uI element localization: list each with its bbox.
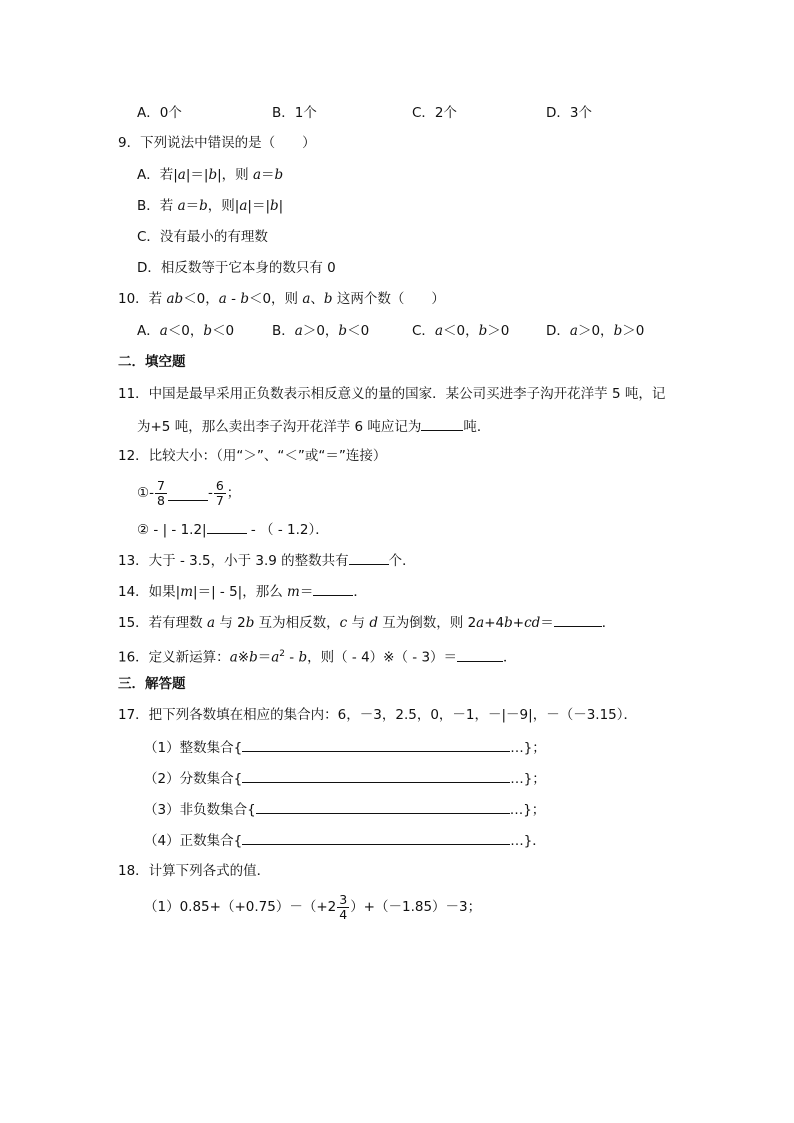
q9-option-c: C．没有最小的有理数 — [137, 229, 268, 245]
q17-set-nonnegative: （3）非负数集合{ …}； — [144, 799, 545, 819]
q17-set-positive: （4）正数集合{ …}． — [144, 830, 546, 850]
q14: 14．如果|m|＝| - 5|，那么 m＝ ． — [118, 581, 367, 601]
section-solve-title: 三．解答题 — [118, 676, 186, 692]
q15-answer-blank[interactable] — [554, 612, 602, 627]
q9-option-b: B．若 a＝b，则|a|＝|b| — [137, 198, 284, 214]
q17-set-fractions-blank[interactable] — [242, 768, 510, 783]
q17-set-integers: （1）整数集合{ …}； — [144, 737, 546, 757]
section-fill-blank-title: 二．填空题 — [118, 354, 186, 370]
q16: 16．定义新运算：$a※b=a^2 - b$，则（ - 4）※（ - 3）＝ ． — [118, 645, 517, 667]
q17-set-fractions: （2）分数集合{ …}； — [144, 768, 546, 788]
q14-answer-blank[interactable] — [313, 581, 353, 596]
q8-option-b: B．1个 — [272, 105, 317, 121]
q13-answer-blank[interactable] — [349, 550, 389, 565]
q16-answer-blank[interactable] — [457, 647, 503, 662]
q9-option-a: A．若|a|＝|b|，则 a＝b — [137, 167, 284, 183]
q17-set-integers-blank[interactable] — [242, 737, 510, 752]
q12-part2: ② - | - 1.2| - （ - 1.2）． — [137, 519, 329, 539]
fraction-6-7: $\frac{6}{7}$ — [215, 477, 224, 508]
q8-option-a: A．0个 — [137, 105, 182, 121]
q10-option-a: A．a＜0，b＜0 — [137, 323, 235, 339]
q18-part1: （1）0.85+（+0.75）－（+2 $\frac{3}{4}$ ）+（－1.85）－3； — [144, 891, 482, 922]
q10-option-c: C．a＜0，b＞0 — [412, 323, 510, 339]
q17-set-nonnegative-blank[interactable] — [256, 799, 510, 814]
fraction-7-8: $\frac{7}{8}$ — [156, 477, 165, 508]
q10-option-d: D．a＞0，b＞0 — [546, 323, 645, 339]
q11-line2: 为+5 吨，那么卖出李子沟开花洋芋 6 吨应记为 吨． — [137, 416, 490, 436]
q10-stem: 10．若 ab＜0，a - b＜0，则 a、b 这两个数（ ） — [118, 291, 445, 307]
q11-line1: 11．中国是最早采用正负数表示相反意义的量的国家．某公司买进李子沟开花洋芋 5 吨，记 — [118, 386, 666, 402]
q10-option-b: B．a＞0，b＜0 — [272, 323, 370, 339]
q11-answer-blank[interactable] — [421, 416, 463, 431]
fraction-3-4: $\frac{3}{4}$ — [339, 891, 348, 922]
q17-set-positive-blank[interactable] — [242, 830, 510, 845]
q8-option-c: C．2个 — [412, 105, 458, 121]
q12-part1: ①- $\frac{7}{8}$ - $\frac{6}{7}$ ； — [137, 477, 241, 508]
q12-part1-blank[interactable] — [168, 486, 208, 501]
q12-stem: 12．比较大小：（用“＞”、“＜”或“＝”连接） — [118, 448, 387, 464]
q9-option-d: D．相反数等于它本身的数只有 0 — [137, 260, 336, 276]
q15: 15．若有理数 a 与 2b 互为相反数，c 与 d 互为倒数，则 2a+4b+cd＝ ． — [118, 612, 615, 632]
q9-stem: 9．下列说法中错误的是（ ） — [118, 135, 316, 151]
q18-stem: 18．计算下列各式的值． — [118, 863, 271, 879]
q17-stem: 17．把下列各数填在相应的集合内：6，－3，2.5，0，－1，－|－9|，－（－3.15）． — [118, 707, 637, 723]
q13: 13．大于 - 3.5，小于 3.9 的整数共有 个． — [118, 550, 416, 570]
q8-option-d: D．3个 — [546, 105, 592, 121]
q12-part2-blank[interactable] — [207, 519, 247, 534]
